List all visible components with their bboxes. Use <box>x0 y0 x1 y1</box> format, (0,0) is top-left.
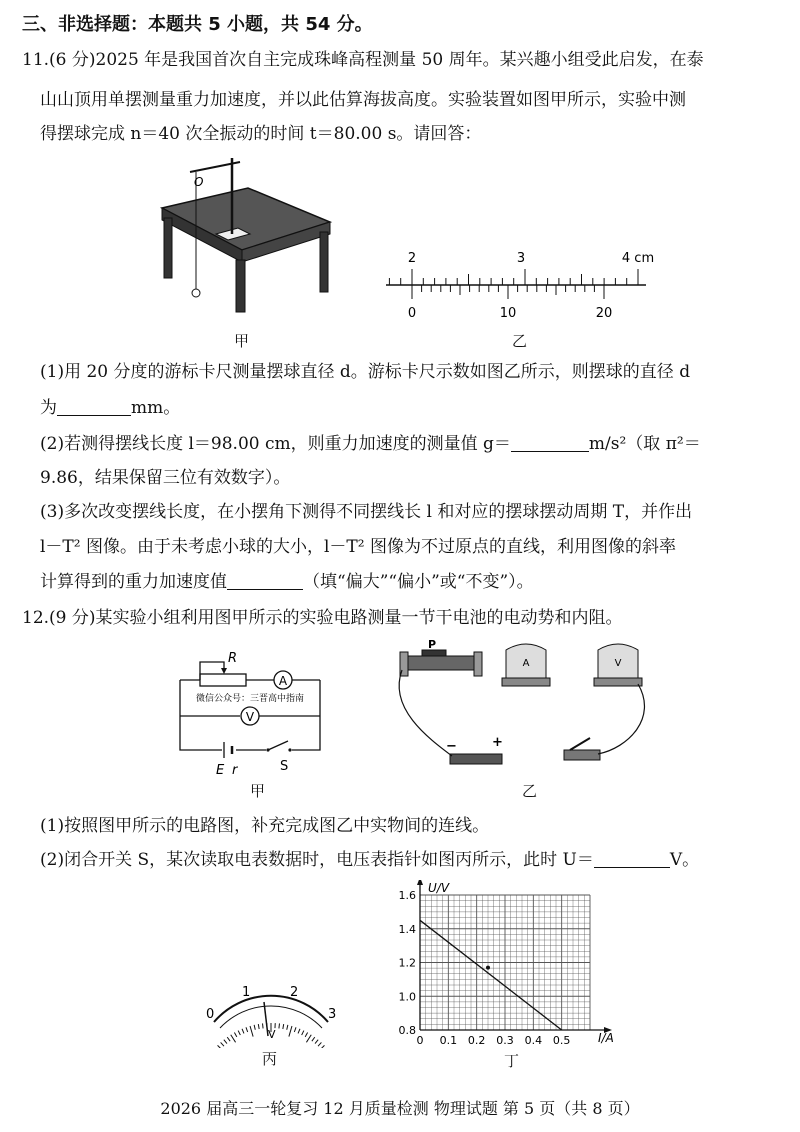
p1-prefix: 为 <box>40 398 57 418</box>
p2-text: (2)若测得摆线长度 l＝98.00 cm，则重力加速度的测量值 g＝ <box>40 434 511 454</box>
fig-jia-circuit-label: 甲 <box>250 782 266 800</box>
dial-scale-tick <box>221 1042 224 1046</box>
rheostat <box>200 674 246 686</box>
vernier-label-0: 0 <box>407 306 417 321</box>
data-point <box>486 966 490 970</box>
answer-blank-d[interactable] <box>57 397 131 416</box>
dial-scale-tick <box>250 1026 253 1037</box>
voltmeter-dial <box>196 978 346 1048</box>
q11-line-1: 11.(6 分)2025 年是我国首次自主完成珠峰高程测量 50 周年。某兴趣小组受此启发，在泰 <box>22 50 704 70</box>
q11-p1-line-1: (1)用 20 分度的游标卡尺测量摆球直径 d。游标卡尺示数如图乙所示，则摆球的直径 d <box>40 362 691 382</box>
fig-yi-label: 乙 <box>512 332 528 350</box>
p3-text: 计算得到的重力加速度值 <box>40 572 227 592</box>
dial-scale-tick <box>224 1040 227 1044</box>
answer-blank-U[interactable] <box>594 849 670 868</box>
dial-scale-tick <box>287 1025 288 1030</box>
q11-p2-line-2: 9.86，结果保留三位有效数字）。 <box>40 468 291 488</box>
fit-line <box>420 920 562 1030</box>
fig-yi-apparatus-label: 乙 <box>522 782 538 800</box>
x-tick-label: 0.4 <box>524 1034 543 1047</box>
x-tick-label: 0.3 <box>496 1034 514 1047</box>
q11-p2-line-1 <box>40 432 778 456</box>
label-r: r <box>232 763 238 778</box>
fig-jia-label: 甲 <box>234 332 250 350</box>
dial-tick-2: 2 <box>290 985 299 1000</box>
main-label-2: 2 <box>407 251 417 266</box>
dial-scale-tick <box>315 1040 318 1044</box>
q12-line-1: 12.(9 分)某实验小组利用图甲所示的实验电路测量一节干电池的电动势和内阻。 <box>22 608 623 628</box>
dial-scale-tick <box>238 1031 240 1035</box>
q11-p3-line-1: (3)多次改变摆线长度，在小摆角下测得不同摆线长 l 和对应的摆球摆动周期 T，并作出 <box>40 502 693 522</box>
battery-minus: − <box>446 739 457 754</box>
dial-scale-tick <box>305 1033 307 1037</box>
dial-scale-tick <box>231 1035 236 1043</box>
u-i-graph <box>388 880 628 1055</box>
q11-line-3: 得摆球完成 n＝40 次全振动的时间 t＝80.00 s。请回答： <box>40 124 482 144</box>
dial-scale-tick <box>283 1024 284 1029</box>
battery-plus: + <box>492 735 503 750</box>
battery-device <box>450 754 502 764</box>
label-A: A <box>278 674 288 688</box>
caliper-figure <box>380 245 660 325</box>
q12-p2 <box>40 848 778 872</box>
pivot-label: O <box>194 175 204 189</box>
main-label-4cm: 4 cm <box>621 251 655 266</box>
y-tick-label: 1.4 <box>398 922 416 936</box>
q12-p1: (1)按照图甲所示的电路图，补充完成图乙中实物间的连线。 <box>40 816 490 836</box>
dial-scale-tick <box>294 1027 296 1032</box>
dial-scale-tick <box>298 1029 300 1034</box>
dial-scale-tick <box>227 1037 230 1041</box>
section-heading: 三、非选择题：本题共 5 小题，共 54 分。 <box>22 14 373 35</box>
y-tick-label: 1.2 <box>398 956 416 970</box>
q11-line-2: 山山顶用单摆测量重力加速度，并以此估算海拔高度。实验装置如图甲所示，实验中测 <box>40 90 686 110</box>
vernier-label-20: 20 <box>595 306 613 321</box>
x-axis-label: I/A <box>598 1031 614 1045</box>
x-tick-label: 0.5 <box>552 1034 571 1047</box>
dial-scale-tick <box>246 1027 248 1032</box>
dial-scale-tick <box>242 1029 244 1034</box>
q11-p3-line-2: l－T² 图像。由于未考虑小球的大小，l－T² 图像为不过原点的直线，利用图像的斜率 <box>40 537 676 557</box>
dial-tick-0: 0 <box>206 1007 215 1022</box>
dial-scale-tick <box>289 1026 292 1037</box>
label-V: V <box>245 710 255 724</box>
wire-voltmeter-switch <box>598 684 644 754</box>
dial-tick-3: 3 <box>328 1007 337 1022</box>
y-tick-label: 0.8 <box>398 1024 416 1037</box>
pendulum-figure <box>150 150 340 325</box>
circuit-diagram <box>170 650 340 780</box>
dial-unit: V <box>268 1028 276 1041</box>
dial-scale-tick <box>218 1045 222 1048</box>
dial-scale-tick <box>321 1045 325 1048</box>
x-tick-label: 0.1 <box>439 1034 458 1047</box>
dial-scale-tick <box>234 1033 236 1037</box>
y-tick-label: 1.6 <box>398 889 416 902</box>
y-axis-arrow <box>417 880 423 885</box>
q11-p3-line-3 <box>40 570 778 594</box>
answer-blank-g[interactable] <box>511 433 589 452</box>
label-E: E <box>216 763 225 778</box>
y-tick-label: 1.0 <box>398 990 416 1004</box>
switch-device <box>564 750 600 760</box>
q11-p1-line-2 <box>40 396 778 420</box>
apparatus-figure <box>388 638 668 778</box>
dial-scale-tick <box>312 1037 315 1041</box>
dial-scale-tick <box>302 1031 304 1035</box>
label-P: P <box>428 638 437 651</box>
page-footer: 2026 届高三一轮复习 12 月质量检测 物理试题 第 5 页（共 8 页） <box>160 1099 640 1118</box>
y-axis-label: U/V <box>428 881 450 895</box>
voltmeter-device-label: V <box>614 658 622 669</box>
p2-unit: m/s²（取 π²＝ <box>588 434 701 454</box>
fig-ding-label: 丁 <box>504 1052 520 1070</box>
rheostat-device <box>406 656 476 670</box>
dial-tick-1: 1 <box>242 985 251 1000</box>
dial-scale-tick <box>306 1035 311 1043</box>
p2-voltage-text: (2)闭合开关 S，某次读取电表数据时，电压表指针如图丙所示，此时 U＝ <box>40 850 594 870</box>
vernier-label-10: 10 <box>499 306 517 321</box>
dial-scale-tick <box>279 1023 280 1028</box>
x-tick-label: 0.2 <box>467 1034 486 1047</box>
dial-scale-tick <box>263 1023 264 1028</box>
main-label-3: 3 <box>516 251 526 266</box>
ammeter-device-label: A <box>522 658 530 669</box>
label-S: S <box>280 759 289 774</box>
answer-blank-g-error[interactable] <box>227 571 303 590</box>
wire-rheostat-battery <box>399 670 452 756</box>
p1-unit: mm。 <box>131 398 181 418</box>
watermark: 微信公众号：三晋高中指南 <box>195 694 305 704</box>
dial-scale-tick <box>318 1042 321 1046</box>
dial-scale-tick <box>258 1024 259 1029</box>
dial-scale-tick <box>254 1025 255 1030</box>
fig-bing-label: 丙 <box>262 1050 278 1068</box>
x-tick-label: 0 <box>416 1034 424 1047</box>
p3-options: （填“偏大”“偏小”或“不变”）。 <box>303 572 534 592</box>
label-R: R <box>228 651 238 666</box>
p2-voltage-unit: V。 <box>669 850 700 870</box>
